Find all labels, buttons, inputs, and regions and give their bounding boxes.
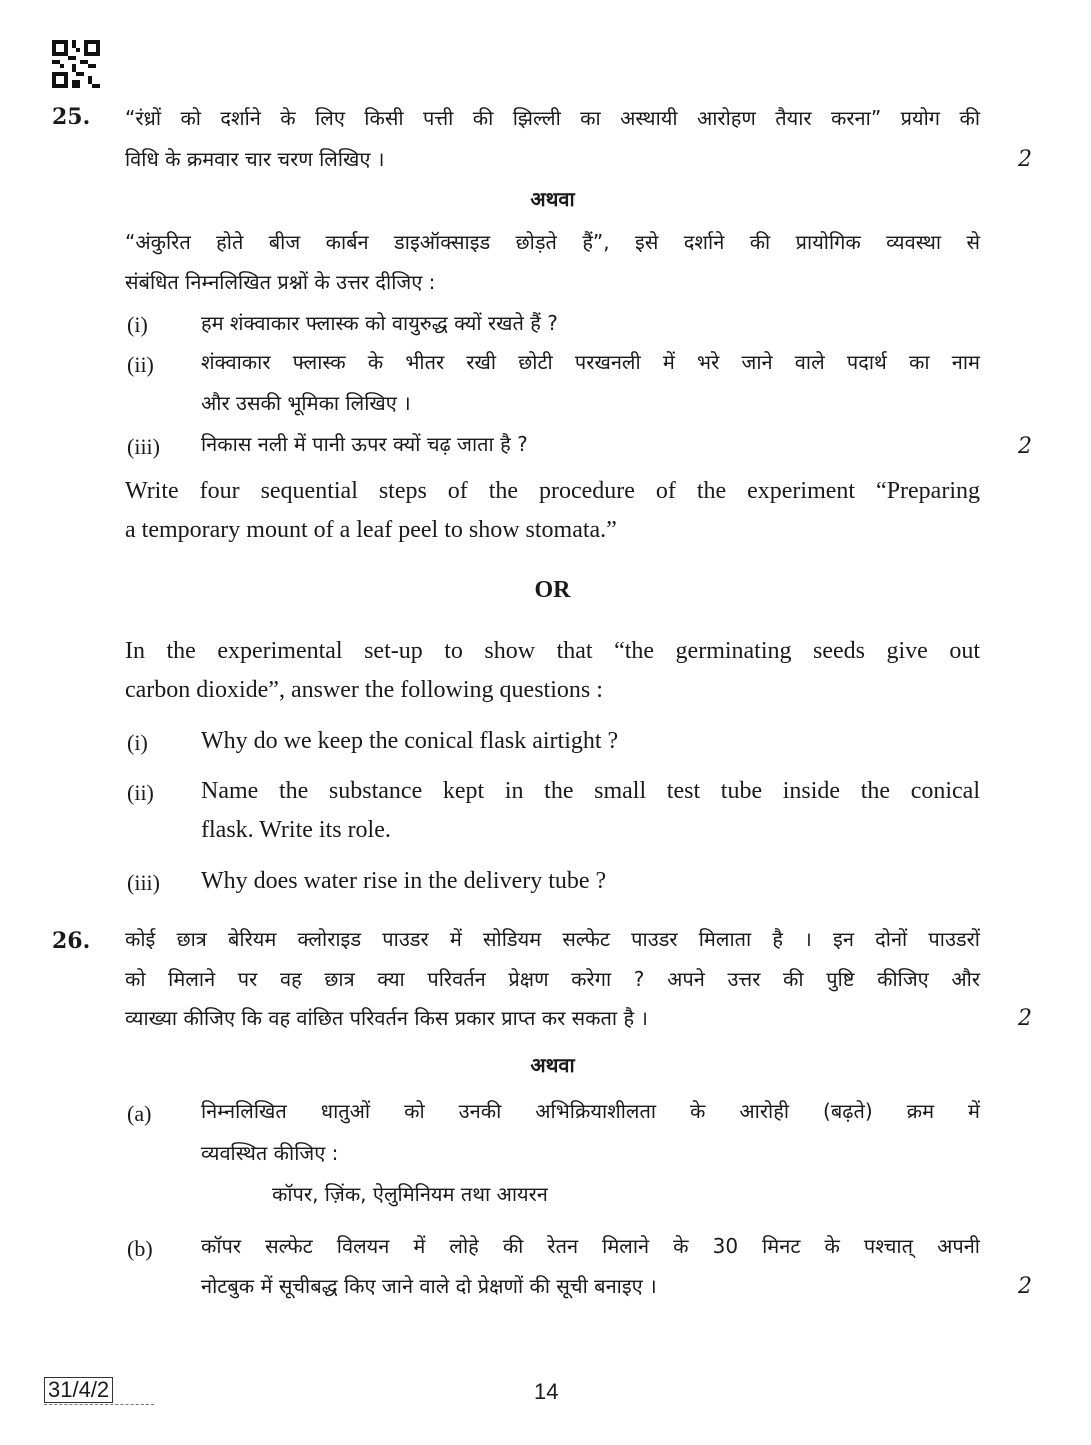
q25-hindi-item-text: शंक्वाकार फ्लास्क के भीतर रखी छोटी परखनली में भरे जाने वाले पदार्थ का नाम [201,350,980,374]
q26-part-a-metals: कॉपर, ज़िंक, ऐलुमिनियम तथा आयरन [272,1182,548,1206]
q25-hindi-line-1: “रंध्रों को दर्शाने के लिए किसी पत्ती की झिल्ली का अस्थायी आरोहण तैयार करना” प्रयोग की [125,106,980,130]
q25-marks-1: 2 [1018,147,1032,172]
q25-hindi-item-label: (ii) [127,352,154,377]
q25-english-item-label: (iii) [127,870,160,895]
q25-english-item-text: Name the substance kept in the small test tube inside the conical [201,778,980,804]
q25-english-item-label: (i) [127,730,148,755]
q26-part-a-line-1: निम्नलिखित धातुओं को उनकी अभिक्रियाशीलता के आरोही (बढ़ते) क्रम में [201,1099,980,1123]
qr-code-icon [52,40,100,88]
page-number: 14 [534,1379,559,1404]
q25-english-item-text: flask. Write its role. [201,817,391,843]
q26-hindi-line-1: कोई छात्र बेरियम क्लोराइड पाउडर में सोडियम सल्फेट पाउडर मिलाता है । इन दोनों पाउडरों [125,927,980,951]
q25-hindi-item-text: निकास नली में पानी ऊपर क्यों चढ़ जाता है ? [201,432,528,456]
q26-hindi-line-2: को मिलाने पर वह छात्र क्या परिवर्तन प्रेक्षण करेगा ? अपने उत्तर की पुष्टि कीजिए और [125,967,980,991]
q26-athva-heading: अथवा [530,1053,575,1077]
q25-hindi-item-label: (iii) [127,434,160,459]
q25-hindi-or-line-1: “अंकुरित होते बीज कार्बन डाइऑक्साइड छोड़ते हैं”, इसे दर्शाने की प्रायोगिक व्यवस्था से [125,230,980,254]
q25-english-item-text: Why does water rise in the delivery tube ? [201,868,607,894]
q25-hindi-or-line-2: संबंधित निम्नलिखित प्रश्नों के उत्तर दीजिए : [125,270,436,294]
q25-english-or-line-1: In the experimental set-up to show that “the germinating seeds give out [125,638,980,664]
question-26-number: 26. [52,928,91,954]
q25-english-line-1: Write four sequential steps of the procedure of the experiment “Preparing [125,478,980,504]
q25-hindi-item-text: हम शंक्वाकार फ्लास्क को वायुरुद्ध क्यों रखते हैं ? [201,311,558,335]
q26-marks-2: 2 [1018,1274,1032,1299]
q25-english-or-line-2: carbon dioxide”, answer the following questions : [125,677,603,703]
q26-hindi-line-3: व्याख्या कीजिए कि वह वांछित परिवर्तन किस प्रकार प्राप्त कर सकता है । [125,1006,649,1030]
paper-code-underline [44,1404,154,1411]
q26-part-a-label: (a) [127,1101,152,1126]
q26-part-a-line-2: व्यवस्थित कीजिए : [201,1141,339,1165]
q25-hindi-item-text: और उसकी भूमिका लिखिए । [201,391,411,415]
q26-part-b-line-1: कॉपर सल्फेट विलयन में लोहे की रेतन मिलाने के 30 मिनट के पश्चात् अपनी [201,1234,980,1258]
q25-athva-heading: अथवा [530,187,575,211]
q25-english-item-text: Why do we keep the conical flask airtight ? [201,728,619,754]
paper-code: 31/4/2 [44,1377,113,1403]
q26-part-b-line-2: नोटबुक में सूचीबद्ध किए जाने वाले दो प्रेक्षणों की सूची बनाइए । [201,1274,657,1298]
question-25-number: 25. [52,104,91,130]
q25-english-line-2: a temporary mount of a leaf peel to show stomata.” [125,517,617,543]
q26-part-b-label: (b) [127,1236,153,1261]
q25-marks-2: 2 [1018,434,1032,459]
q26-marks-1: 2 [1018,1006,1032,1031]
q25-hindi-item-label: (i) [127,312,148,337]
q25-english-item-label: (ii) [127,780,154,805]
q25-hindi-line-2: विधि के क्रमवार चार चरण लिखिए । [125,147,385,171]
q25-or-heading: OR [534,577,571,603]
